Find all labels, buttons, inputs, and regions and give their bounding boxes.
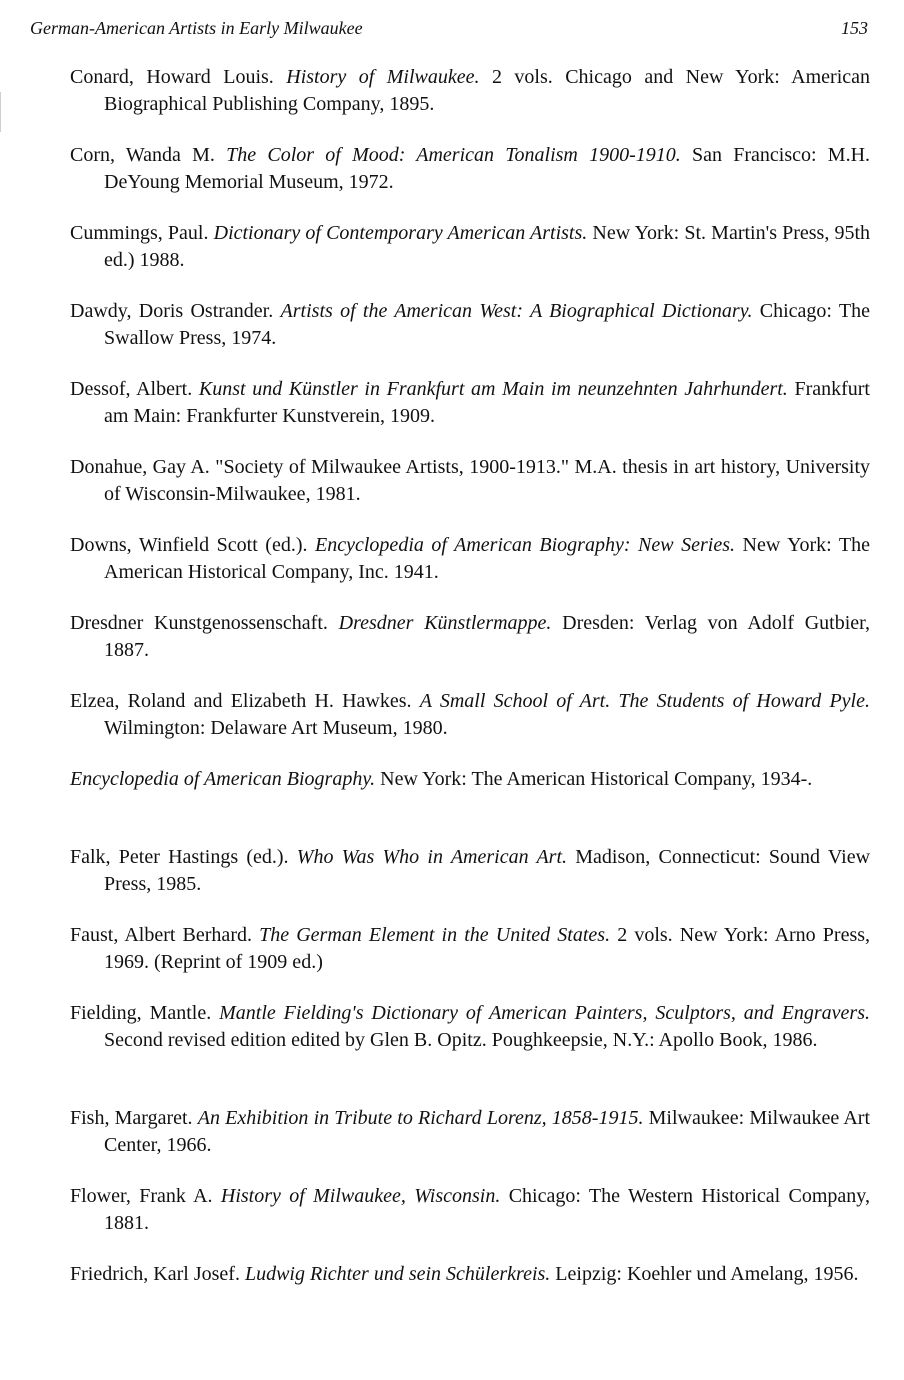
bibliography-entry: [70, 376, 870, 454]
entry-title: Dresdner Künstlermappe.: [338, 612, 552, 634]
bibliography-entry: [70, 1000, 870, 1105]
entry-details: New York: The American Historical Company, Inc. 1941.: [104, 534, 871, 583]
bibliography-entry: [70, 1261, 870, 1339]
entry-details: 2 vols. New York: Arno Press, 1969. (Reprint of 1909 ed.): [104, 924, 871, 973]
entry-details: New York: St. Martin's Press, 95th ed.) 1988.: [104, 222, 871, 271]
entry-title: The Color of Mood: American Tonalism 1900-1910.: [226, 144, 681, 166]
entry-author: Flower, Frank A.: [70, 1185, 213, 1207]
entry-title: The German Element in the United States.: [259, 924, 611, 946]
entry-author: Conard, Howard Louis.: [70, 66, 274, 88]
entry-author: Friedrich, Karl Josef.: [70, 1263, 240, 1285]
entry-details: San Francisco: M.H. DeYoung Memorial Museum, 1972.: [104, 144, 871, 193]
entry-title: History of Milwaukee.: [286, 66, 480, 88]
running-title: German-American Artists in Early Milwaukee: [30, 18, 363, 38]
entry-details: Dresden: Verlag von Adolf Gutbier, 1887.: [104, 612, 871, 661]
bibliography-entry: [70, 298, 870, 376]
entry-details: Leipzig: Koehler und Amelang, 1956.: [555, 1263, 859, 1285]
entry-details: Milwaukee: Milwaukee Art Center, 1966.: [104, 1107, 871, 1156]
bibliography-entry: [70, 688, 870, 766]
entry-author: Fielding, Mantle.: [70, 1002, 212, 1024]
bibliography-entry: [70, 454, 870, 532]
entry-author: Falk, Peter Hastings (ed.).: [70, 846, 289, 868]
entry-title: History of Milwaukee, Wisconsin.: [220, 1185, 501, 1207]
bibliography-entry: [70, 922, 870, 1000]
entry-title: Kunst und Künstler in Frankfurt am Main im neunzehnten Jahrhundert.: [198, 378, 788, 400]
entry-details: Second revised edition edited by Glen B. Opitz. Poughkeepsie, N.Y.: Apollo Book, 1986.: [104, 1029, 818, 1051]
entry-author: Dessof, Albert.: [70, 378, 193, 400]
entry-author: Dawdy, Doris Ostrander.: [70, 300, 274, 322]
entry-details: New York: The American Historical Company, 1934-.: [380, 768, 813, 790]
entry-author: Elzea, Roland and Elizabeth H. Hawkes.: [70, 690, 412, 712]
bibliography-entry: [70, 64, 870, 142]
entry-author: Faust, Albert Berhard.: [70, 924, 252, 946]
margin-mark: [0, 92, 1, 132]
entry-title: Encyclopedia of American Biography.: [70, 768, 376, 790]
entry-details: Chicago: The Western Historical Company, 1881.: [104, 1185, 871, 1234]
entry-details: Madison, Connecticut: Sound View Press, 1985.: [104, 846, 871, 895]
page-number: 153: [841, 18, 868, 38]
bibliography-entry: [70, 220, 870, 298]
entry-details: Chicago: The Swallow Press, 1974.: [104, 300, 871, 349]
bibliography-entry: [70, 1183, 870, 1261]
entry-title: Encyclopedia of American Biography: New Series.: [315, 534, 735, 556]
bibliography-entry: [70, 766, 870, 844]
entry-details: Wilmington: Delaware Art Museum, 1980.: [104, 717, 448, 739]
entry-author: Downs, Winfield Scott (ed.).: [70, 534, 308, 556]
entry-details: 2 vols. Chicago and New York: American Biographical Publishing Company, 1895.: [104, 66, 871, 115]
entry-details: Frankfurt am Main: Frankfurter Kunstverein, 1909.: [104, 378, 870, 427]
entry-title: An Exhibition in Tribute to Richard Lorenz, 1858-1915.: [197, 1107, 644, 1129]
entry-title: Mantle Fielding's Dictionary of American Painters, Sculptors, and Engravers.: [219, 1002, 870, 1024]
page-header: [30, 18, 868, 46]
bibliography-entry: [70, 1105, 870, 1183]
entry-author: Fish, Margaret.: [70, 1107, 193, 1129]
entry-author: Cummings, Paul.: [70, 222, 209, 244]
entry-title: Artists of the American West: A Biographical Dictionary.: [280, 300, 753, 322]
entry-title: Who Was Who in American Art.: [296, 846, 568, 868]
entry-author: Corn, Wanda M.: [70, 144, 215, 166]
bibliography-list: [70, 64, 870, 1339]
bibliography-entry: [70, 532, 870, 610]
entry-title: Dictionary of Contemporary American Artists.: [213, 222, 588, 244]
bibliography-entry: [70, 142, 870, 220]
entry-title: A Small School of Art. The Students of Howard Pyle.: [419, 690, 870, 712]
bibliography-entry: [70, 844, 870, 922]
bibliography-entry: [70, 610, 870, 688]
entry-author: Dresdner Kunstgenossenschaft.: [70, 612, 328, 634]
entry-author: Donahue, Gay A. "Society of Milwaukee Artists, 1900-1913." M.A. thesis in art history, University of Wisconsin-Milwaukee, 1981.: [70, 456, 870, 505]
entry-title: Ludwig Richter und sein Schülerkreis.: [244, 1263, 551, 1285]
